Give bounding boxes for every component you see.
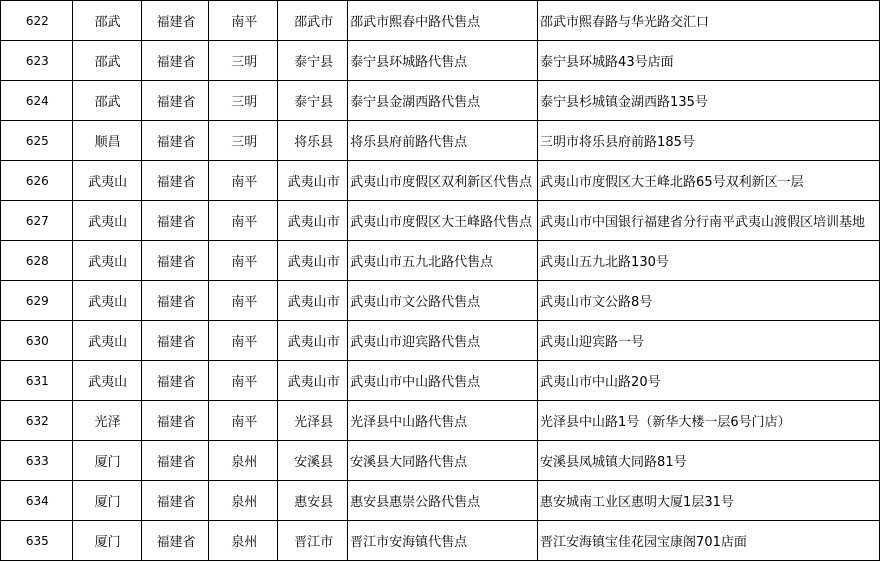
- cell-county[interactable]: 安溪县: [278, 441, 348, 481]
- cell-outlet-name[interactable]: 惠安县惠崇公路代售点: [348, 481, 538, 521]
- cell-province[interactable]: 福建省: [141, 81, 209, 121]
- cell-county[interactable]: 武夷山市: [278, 281, 348, 321]
- cell-city[interactable]: 武夷山: [72, 321, 141, 361]
- table-row: [1, 1, 880, 41]
- cell-city[interactable]: 厦门: [72, 521, 141, 561]
- cell-province[interactable]: 福建省: [141, 1, 209, 41]
- cell-number[interactable]: 625: [1, 121, 73, 161]
- cell-province[interactable]: 福建省: [141, 321, 209, 361]
- table-row: [1, 161, 880, 201]
- table-row: [1, 81, 880, 121]
- cell-city[interactable]: 邵武: [72, 1, 141, 41]
- cell-number[interactable]: 623: [1, 41, 73, 81]
- cell-outlet-name[interactable]: 光泽县中山路代售点: [348, 401, 538, 441]
- table-row: [1, 401, 880, 441]
- cell-number[interactable]: 633: [1, 441, 73, 481]
- table-row: [1, 481, 880, 521]
- cell-outlet-name[interactable]: 邵武市熙春中路代售点: [348, 1, 538, 41]
- cell-region[interactable]: 泉州: [209, 521, 278, 561]
- cell-address[interactable]: 三明市将乐县府前路185号: [538, 121, 880, 161]
- cell-outlet-name[interactable]: 武夷山市度假区大王峰路代售点: [348, 201, 538, 241]
- cell-outlet-name[interactable]: 晋江市安海镇代售点: [348, 521, 538, 561]
- cell-region[interactable]: 泉州: [209, 481, 278, 521]
- cell-city[interactable]: 武夷山: [72, 161, 141, 201]
- cell-province[interactable]: 福建省: [141, 521, 209, 561]
- cell-county[interactable]: 泰宁县: [278, 41, 348, 81]
- cell-outlet-name[interactable]: 泰宁县金湖西路代售点: [348, 81, 538, 121]
- cell-city[interactable]: 武夷山: [72, 361, 141, 401]
- cell-region[interactable]: 南平: [209, 321, 278, 361]
- cell-number[interactable]: 634: [1, 481, 73, 521]
- cell-outlet-name[interactable]: 武夷山市中山路代售点: [348, 361, 538, 401]
- cell-outlet-name[interactable]: 将乐县府前路代售点: [348, 121, 538, 161]
- cell-county[interactable]: 武夷山市: [278, 201, 348, 241]
- cell-province[interactable]: 福建省: [141, 201, 209, 241]
- table-row: [1, 321, 880, 361]
- cell-address[interactable]: 泰宁县杉城镇金湖西路135号: [538, 81, 880, 121]
- cell-province[interactable]: 福建省: [141, 121, 209, 161]
- cell-outlet-name[interactable]: 武夷山市文公路代售点: [348, 281, 538, 321]
- cell-province[interactable]: 福建省: [141, 401, 209, 441]
- cell-region[interactable]: 三明: [209, 81, 278, 121]
- cell-city[interactable]: 邵武: [72, 41, 141, 81]
- table-row: [1, 441, 880, 481]
- cell-city[interactable]: 厦门: [72, 441, 141, 481]
- cell-province[interactable]: 福建省: [141, 361, 209, 401]
- cell-region[interactable]: 南平: [209, 361, 278, 401]
- cell-number[interactable]: 627: [1, 201, 73, 241]
- cell-region[interactable]: 南平: [209, 161, 278, 201]
- table-row: [1, 521, 880, 561]
- cell-county[interactable]: 邵武市: [278, 1, 348, 41]
- table-row: [1, 201, 880, 241]
- cell-outlet-name[interactable]: 武夷山市五九北路代售点: [348, 241, 538, 281]
- cell-address[interactable]: 光泽县中山路1号（新华大楼一层6号门店）: [538, 401, 880, 441]
- cell-city[interactable]: 武夷山: [72, 241, 141, 281]
- cell-city[interactable]: 顺昌: [72, 121, 141, 161]
- cell-province[interactable]: 福建省: [141, 41, 209, 81]
- cell-number[interactable]: 626: [1, 161, 73, 201]
- cell-number[interactable]: 622: [1, 1, 73, 41]
- cell-outlet-name[interactable]: 泰宁县环城路代售点: [348, 41, 538, 81]
- cell-city[interactable]: 厦门: [72, 481, 141, 521]
- cell-address[interactable]: 武夷山市文公路8号: [538, 281, 880, 321]
- cell-city[interactable]: 邵武: [72, 81, 141, 121]
- cell-address[interactable]: 武夷山迎宾路一号: [538, 321, 880, 361]
- table-row: [1, 241, 880, 281]
- cell-county[interactable]: 武夷山市: [278, 321, 348, 361]
- cell-number[interactable]: 630: [1, 321, 73, 361]
- table-row: [1, 41, 880, 81]
- cell-region[interactable]: 三明: [209, 41, 278, 81]
- cell-county[interactable]: 惠安县: [278, 481, 348, 521]
- cell-address[interactable]: 武夷山五九北路130号: [538, 241, 880, 281]
- cell-address[interactable]: 晋江安海镇宝佳花园宝康阁701店面: [538, 521, 880, 561]
- cell-province[interactable]: 福建省: [141, 481, 209, 521]
- cell-region[interactable]: 南平: [209, 1, 278, 41]
- cell-address[interactable]: 安溪县凤城镇大同路81号: [538, 441, 880, 481]
- cell-city[interactable]: 武夷山: [72, 201, 141, 241]
- cell-region[interactable]: 泉州: [209, 441, 278, 481]
- cell-outlet-name[interactable]: 武夷山市迎宾路代售点: [348, 321, 538, 361]
- cell-region[interactable]: 南平: [209, 241, 278, 281]
- cell-county[interactable]: 泰宁县: [278, 81, 348, 121]
- cell-county[interactable]: 光泽县: [278, 401, 348, 441]
- cell-address[interactable]: 武夷山市中国银行福建省分行南平武夷山渡假区培训基地: [538, 201, 880, 241]
- cell-city[interactable]: 武夷山: [72, 281, 141, 321]
- table-row: [1, 121, 880, 161]
- cell-number[interactable]: 631: [1, 361, 73, 401]
- cell-province[interactable]: 福建省: [141, 161, 209, 201]
- cell-county[interactable]: 武夷山市: [278, 361, 348, 401]
- cell-county[interactable]: 武夷山市: [278, 241, 348, 281]
- table-row: [1, 281, 880, 321]
- cell-region[interactable]: 南平: [209, 281, 278, 321]
- cell-outlet-name[interactable]: 安溪县大同路代售点: [348, 441, 538, 481]
- cell-province[interactable]: 福建省: [141, 441, 209, 481]
- cell-number[interactable]: 629: [1, 281, 73, 321]
- cell-region[interactable]: 南平: [209, 201, 278, 241]
- table-row: [1, 361, 880, 401]
- cell-province[interactable]: 福建省: [141, 281, 209, 321]
- cell-number[interactable]: 628: [1, 241, 73, 281]
- cell-address[interactable]: 惠安城南工业区惠明大厦1层31号: [538, 481, 880, 521]
- cell-number[interactable]: 635: [1, 521, 73, 561]
- cell-number[interactable]: 624: [1, 81, 73, 121]
- cell-province[interactable]: 福建省: [141, 241, 209, 281]
- cell-number[interactable]: 632: [1, 401, 73, 441]
- cell-address[interactable]: 泰宁县环城路43号店面: [538, 41, 880, 81]
- cell-outlet-name[interactable]: 武夷山市度假区双利新区代售点: [348, 161, 538, 201]
- cell-address[interactable]: 武夷山市中山路20号: [538, 361, 880, 401]
- cell-address[interactable]: 邵武市熙春路与华光路交汇口: [538, 1, 880, 41]
- cell-address[interactable]: 武夷山市度假区大王峰北路65号双利新区一层: [538, 161, 880, 201]
- cell-county[interactable]: 将乐县: [278, 121, 348, 161]
- cell-region[interactable]: 三明: [209, 121, 278, 161]
- cell-county[interactable]: 武夷山市: [278, 161, 348, 201]
- table-body: [1, 1, 880, 561]
- cell-city[interactable]: 光泽: [72, 401, 141, 441]
- cell-county[interactable]: 晋江市: [278, 521, 348, 561]
- cell-region[interactable]: 南平: [209, 401, 278, 441]
